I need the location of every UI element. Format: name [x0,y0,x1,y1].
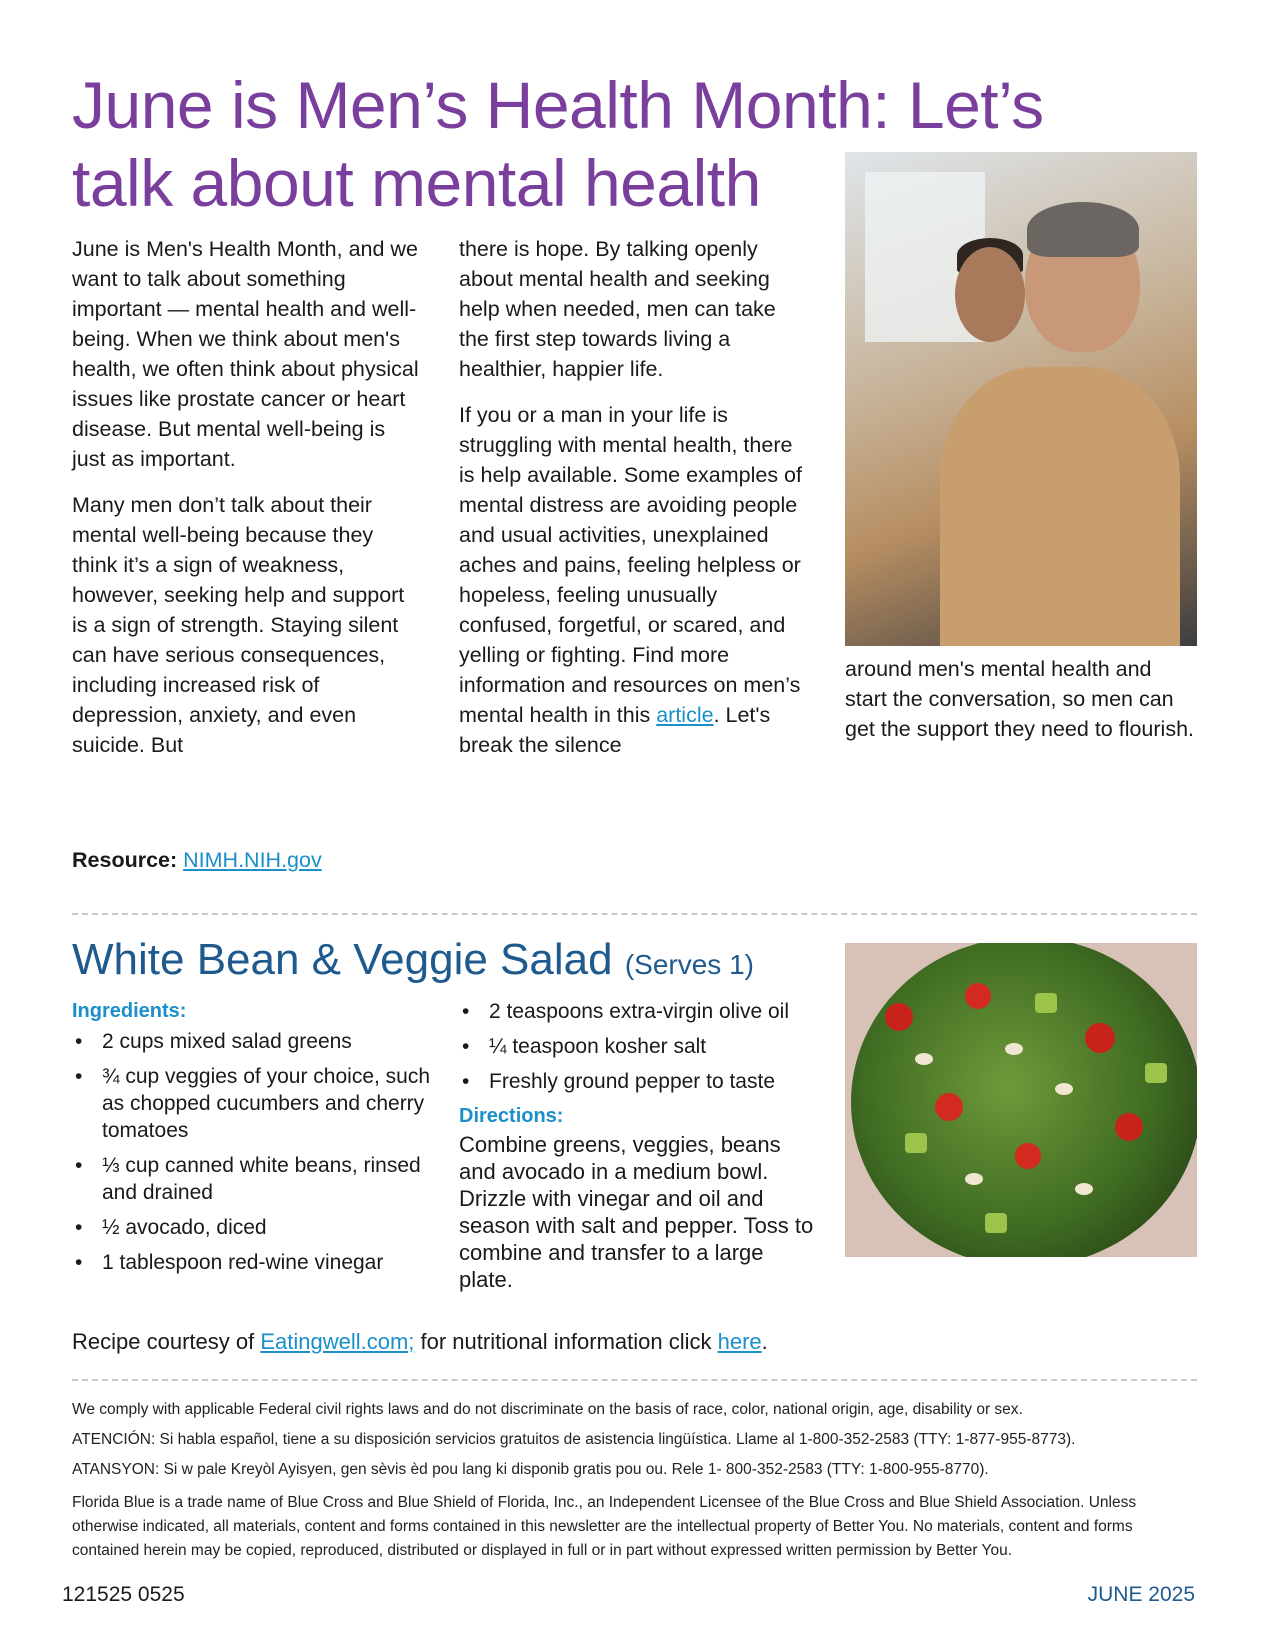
tomato-shape [1015,1143,1041,1169]
article-paragraph: there is hope. By talking openly about mental health and seeking help when needed, men can take the first step towards living a healthier, happier life. [459,237,776,381]
ingredient-item: • ⅓ cup canned white beans, rinsed and drained [72,1152,432,1206]
recipe-courtesy [72,1327,768,1357]
article-column-2 [459,234,809,776]
tomato-shape [885,1003,913,1031]
nondiscrimination-notice: We comply with applicable Federal civil rights laws and do not discriminate on the basis of race, color, national origin, age, disability or sex. [72,1401,1023,1418]
ingredient-item: • 2 teaspoons extra-virgin olive oil [459,998,819,1025]
ingredients-column-1 [72,998,432,1284]
bean-shape [1055,1083,1073,1095]
ingredient-item: • ½ avocado, diced [72,1214,432,1241]
bean-shape [915,1053,933,1065]
bean-shape [965,1173,983,1185]
section-divider [72,1379,1197,1381]
directions-text: Combine greens, veggies, beans and avocado in a medium bowl. Drizzle with vinegar and oil and season with salt and pepper. Toss to combine and transfer to a large plate. [459,1132,814,1292]
salad-photo [845,943,1197,1257]
article-title-line-2: talk about mental health [72,146,761,220]
article-paragraph [459,400,809,760]
tomato-shape [935,1093,963,1121]
article-link[interactable]: article [656,703,714,727]
ingredients-label: Ingredients: [72,1000,187,1022]
ingredient-item: • ¾ cup veggies of your choice, such as chopped cucumbers and cherry tomatoes [72,1063,432,1144]
avocado-shape [985,1213,1007,1233]
resource-line [72,845,322,875]
bean-shape [1005,1043,1023,1055]
bean-shape [1075,1183,1093,1195]
article-paragraph: around men's mental health and start the conversation, so men can get the support they need to flourish. [845,657,1195,741]
article-paragraph: Many men don’t talk about their mental well-being because they think it’s a sign of weakness, however, seeking help and support is a sign of strength. Staying silent can have serious consequences, including increased risk of depression, anxiety, and even suicide. But [72,493,405,757]
avocado-shape [905,1133,927,1153]
courtesy-text: . [761,1329,768,1354]
tomato-shape [1115,1113,1143,1141]
resource-link[interactable]: NIMH.NIH.gov [183,848,322,872]
nutrition-here-link[interactable]: here [717,1329,762,1354]
recipe-serves: (Serves 1) [624,949,754,980]
salad-bowl [851,943,1197,1257]
courtesy-text: for nutritional information click [414,1329,718,1354]
ingredient-item: • Freshly ground pepper to taste [459,1068,819,1095]
men-group-photo [845,152,1197,646]
ingredient-item: • ¼ teaspoon kosher salt [459,1033,819,1060]
avocado-shape [1145,1063,1167,1083]
avocado-shape [1035,993,1057,1013]
resource-label: Resource: [72,848,178,872]
creole-language-notice: ATANSYON: Si w pale Kreyòl Ayisyen, gen sèvis èd pou lang ki disponib gratis pou ou. Rele 1- 800-352-2583 (TTY: 1-800-955-8770). [72,1461,989,1478]
recipe-name: White Bean & Veggie Salad [72,935,613,984]
tomato-shape [1085,1023,1115,1053]
recipe-title [72,933,754,992]
photo-man-shirt [940,367,1180,646]
ingredient-item: • 1 tablespoon red-wine vinegar [72,1249,432,1276]
directions-label: Directions: [459,1105,564,1127]
article-column-3 [845,654,1195,760]
ingredient-item: • 2 cups mixed salad greens [72,1028,432,1055]
document-code: 121525 0525 [62,1583,185,1606]
eatingwell-link[interactable]: Eatingwell.com; [260,1329,415,1354]
photo-background-person [955,247,1025,342]
photo-man-hair [1027,202,1139,257]
tomato-shape [965,983,991,1009]
ingredients-list [72,1028,432,1276]
spanish-language-notice: ATENCIÓN: Si habla español, tiene a su disposición servicios gratuitos de asistencia lingüística. Llame al 1-800-352-2583 (TTY: 1-877-955-8773). [72,1431,1076,1448]
ingredients-column-2 [459,994,819,1293]
article-text: If you or a man in your life is struggling with mental health, there is help available. Some examples of mental distress are avoiding people and usual activities, unexplained aches and pains, feeling helpless or hopeless, feeling unusually confused, forgetful, or scared, and yelling or fighting. Find more information and resources on men’s mental health in this [459,403,802,727]
article-column-1 [72,234,422,776]
section-divider [72,913,1197,915]
ingredients-list [459,998,819,1095]
trademark-notice: Florida Blue is a trade name of Blue Cross and Blue Shield of Florida, Inc., an Independent Licensee of the Blue Cross and Blue Shield Association. Unless otherwise indicated, all materials, content and forms contained in this newsletter are the intellectual property of Better You. No materials, content and forms contained herein may be copied, reproduced, distributed or displayed in full or in part without expressed written permission by Better You. [72,1494,1137,1559]
article-title-line-1: June is Men’s Health Month: Let’s [72,68,1044,142]
article-paragraph: June is Men's Health Month, and we want to talk about something important — mental health and well-being. When we think about men's health, we often think about physical issues like prostate cancer or heart disease. But mental well-being is just as important. [72,237,419,471]
issue-date: JUNE 2025 [1087,1583,1195,1606]
article-text: . Let's break the silence [459,703,771,757]
courtesy-text: Recipe courtesy of [72,1329,261,1354]
